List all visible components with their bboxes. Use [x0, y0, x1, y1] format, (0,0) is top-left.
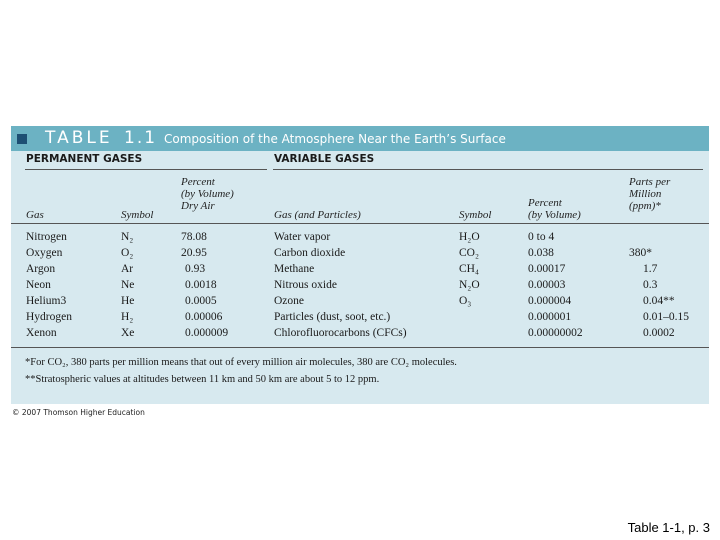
header-ppm [629, 176, 670, 212]
header-line: (by Volume) [181, 188, 234, 200]
variable-gas-ppm: 0.01–0.15 [643, 311, 689, 323]
variable-gas-percent: 0.038 [528, 247, 554, 259]
variable-gas-symbol: N₂O [459, 279, 480, 291]
gas-percent: 0.0005 [185, 295, 217, 307]
variable-gas-percent: 0.000004 [528, 295, 572, 307]
variable-gas-percent: 0.00017 [528, 263, 566, 275]
permanent-gases-heading: PERMANENT GASES [26, 153, 143, 165]
variable-gas-symbol: O₃ [459, 295, 472, 307]
variable-gas-ppm: 0.0002 [643, 327, 675, 339]
table-row [26, 246, 62, 260]
gas-name: Oxygen [26, 247, 63, 259]
table-card [11, 126, 709, 404]
gas-percent: 78.08 [181, 231, 207, 243]
header-symbol: Symbol [121, 209, 154, 221]
table-description: Composition of the Atmosphere Near the Earth’s Surface [164, 132, 506, 146]
variable-gas-ppm: 0.3 [643, 279, 658, 291]
copyright: © 2007 Thomson Higher Education [12, 408, 145, 417]
gas-symbol: Ar [121, 263, 134, 275]
gas-name: Helium3 [26, 295, 67, 307]
table-row [26, 326, 57, 340]
gas-percent: 0.0018 [185, 279, 217, 291]
notes-divider [11, 347, 709, 348]
variable-gas-percent: 0.00000002 [528, 327, 583, 339]
gas-percent: 0.000009 [185, 327, 229, 339]
footnote-stratospheric: **Stratospheric values at altitudes between 11 km and 50 km are about 5 to 12 ppm. [25, 374, 380, 385]
variable-gas-symbol: H₂O [459, 231, 480, 243]
variable-gas-name: Particles (dust, soot, etc.) [274, 311, 391, 323]
table-number: 1.1 [124, 128, 158, 148]
gas-symbol: He [121, 295, 135, 307]
slide-caption: Table 1-1, p. 3 [627, 520, 710, 535]
header-line: Million [629, 188, 662, 200]
table-row [26, 278, 51, 292]
variable-gas-symbol: CO₂ [459, 247, 479, 259]
gas-percent: 20.95 [181, 247, 207, 259]
header-gas-particles: Gas (and Particles) [274, 209, 361, 221]
gas-symbol: Ne [121, 279, 135, 291]
header-gas: Gas [26, 209, 44, 221]
variable-gas-ppm: 1.7 [643, 263, 658, 275]
table-label: TABLE [45, 128, 113, 148]
gas-symbol: H₂ [121, 311, 134, 323]
gas-percent: 0.00006 [185, 311, 223, 323]
header-line: Parts per [629, 176, 671, 188]
variable-gas-name: Nitrous oxide [274, 279, 337, 291]
table-row [26, 294, 66, 308]
table-row [26, 262, 55, 276]
variable-gas-ppm: 0.04** [643, 295, 675, 307]
header-line: Percent [528, 197, 562, 209]
variable-gas-name: Methane [274, 263, 315, 275]
variable-gas-name: Ozone [274, 295, 305, 307]
permanent-divider [25, 169, 267, 170]
table-row [26, 310, 72, 324]
gas-symbol: N₂ [121, 231, 134, 243]
variable-gas-name: Water vapor [274, 231, 331, 243]
gas-name: Nitrogen [26, 231, 67, 243]
gas-symbol: O₂ [121, 247, 134, 259]
header-line: (ppm)* [629, 200, 661, 212]
gas-symbol: Xe [121, 327, 135, 339]
variable-divider [273, 169, 703, 170]
header-line: Dry Air [181, 200, 215, 212]
header-divider [11, 223, 709, 224]
variable-gas-percent: 0.000001 [528, 311, 572, 323]
header-var-symbol: Symbol [459, 209, 492, 221]
title-square-icon [17, 134, 27, 144]
header-var-percent [528, 197, 581, 221]
header-line: Percent [181, 176, 215, 188]
gas-percent: 0.93 [185, 263, 206, 275]
variable-gas-name: Chlorofluorocarbons (CFCs) [274, 327, 407, 339]
gas-name: Hydrogen [26, 311, 72, 323]
variable-gas-percent: 0.00003 [528, 279, 566, 291]
variable-gas-name: Carbon dioxide [274, 247, 346, 259]
header-line: (by Volume) [528, 209, 581, 221]
gas-name: Xenon [26, 327, 57, 339]
variable-gas-symbol: CH₄ [459, 263, 479, 275]
footnote-co2: *For CO₂, 380 parts per million means that out of every million air molecules, 380 are CO₂ molecules. [25, 357, 457, 368]
variable-gas-ppm: 380* [629, 247, 652, 259]
variable-gas-percent: 0 to 4 [528, 231, 555, 243]
gas-name: Neon [26, 279, 51, 291]
gas-name: Argon [26, 263, 56, 275]
table-title-bar [11, 126, 709, 151]
variable-gases-heading: VARIABLE GASES [274, 153, 375, 165]
table-row [26, 230, 67, 244]
header-percent-dry-air [181, 176, 234, 212]
